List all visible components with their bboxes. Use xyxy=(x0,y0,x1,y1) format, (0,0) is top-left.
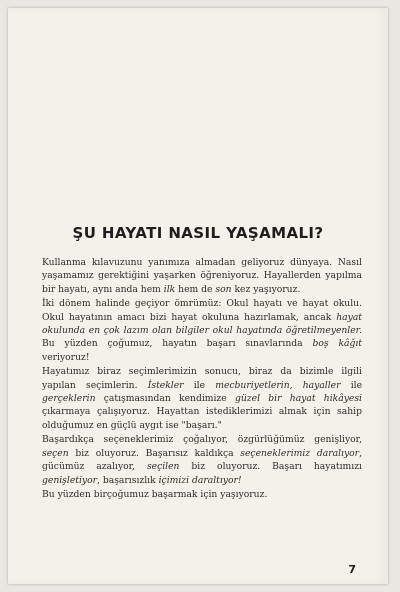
chapter-title: ŞU HAYATI NASIL YAŞAMALI? xyxy=(72,224,324,243)
italic-text: boş kâğıt xyxy=(312,338,363,350)
italic-text: güzel bir hayat hikâyesi xyxy=(235,393,362,405)
paragraph: Bu yüzden birçoğumuz başarmak için yaşıyoruz. xyxy=(42,488,268,500)
italic-text: gerçeklerin xyxy=(42,393,96,405)
italic-text: seçen xyxy=(42,447,69,459)
paragraph: Başardıkça seçeneklerimiz çoğalıyor, özgürlüğümüz genişliyor, seçen biz oluyoruz. Başarısız kaldıkça seçeneklerimiz daralıyor, gücümüz azalıyor, seçilen biz oluyoruz. Başarı hayatımızı genişletiyor, başarısızlık içimizi daraltıyor! xyxy=(42,434,362,486)
paragraph: Kullanma kılavuzunu yanımıza almadan geliyoruz dünyaya. Nasıl yaşamamız gerektiğini yaşarken öğreniyoruz. Hayallerden yapılma bir hayatı, aynı anda hem ilk hem de son kez yaşıyoruz. xyxy=(42,257,362,295)
italic-text: seçilen xyxy=(146,461,180,473)
paragraph: İki dönem halinde geçiyor ömrümüz: Okul hayatı ve hayat okulu. Okul hayatının amacı bizi hayat okuluna hazırlamak, ancak hayat okulunda en çok lazım olan bilgiler okul hayatında öğretilmeyenler. Bu yüzden çoğumuz, hayatın başarı sınavlarında boş kâğıt veriyoruz! xyxy=(42,298,363,363)
page-number: 7 xyxy=(348,563,356,576)
body-text xyxy=(42,256,362,502)
book-page xyxy=(8,8,388,584)
italic-text: seçeneklerimiz daralıyor xyxy=(240,447,360,459)
italic-text: hayat okulunda en çok lazım olan bilgiler okul hayatında öğretilmeyenler. xyxy=(42,311,362,337)
italic-text: içimizi daraltıyor! xyxy=(158,474,242,486)
italic-text: mecburiyetlerin, hayaller xyxy=(215,379,341,391)
italic-text: İstekler xyxy=(147,379,184,391)
italic-text: son xyxy=(215,283,232,295)
italic-text: genişletiyor xyxy=(42,474,98,486)
italic-text: ilk xyxy=(163,283,176,295)
paragraph: Hayatımız biraz seçimlerimizin sonucu, biraz da bizimle ilgili yapılan seçimlerin. İstekler ile mecburiyetlerin, hayaller ile gerçeklerin çatışmasından kendimize güzel bir hayat hikâyesi çıkarmaya çalışıyoruz. Hayattan istediklerimizi almak için sahip olduğumuz en güçlü aygıt ise "başarı." xyxy=(42,366,363,431)
